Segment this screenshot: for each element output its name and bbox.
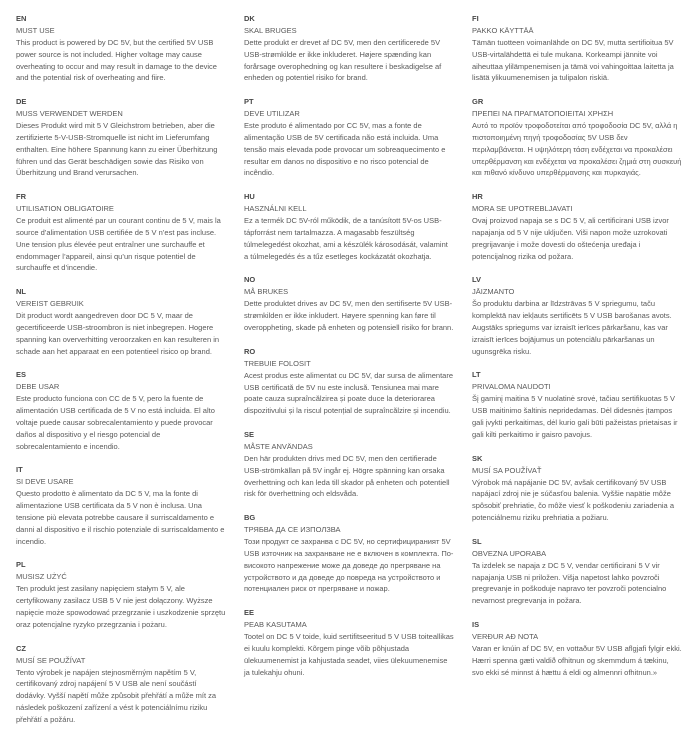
- section-body: Ce produit est alimenté par un courant continu de 5 V, mais la source d’alimentation USB certifiée de 5 V n’est pas incluse. Une tension plus élevée peut entraîner une surchauffe et endommager l’appareil, ainsi qu’un risque potentiel de surchauffe et d’incendie.: [16, 216, 221, 273]
- language-code: IS: [472, 619, 480, 629]
- section-title: DEVE UTILIZAR: [244, 109, 300, 119]
- lang-section-es: [16, 369, 226, 452]
- lang-section-pt: [244, 96, 454, 179]
- section-body: Este produto é alimentado por CC 5V, mas a fonte de alimentação USB de 5V certificada não está incluida. Uma tensão mais elevada pode provocar um sobreaquecimento e resultar em danos no dispositivo e no risco potencial de incêndio.: [244, 121, 446, 178]
- lang-section-nl: [16, 286, 226, 357]
- section-title: MUSS VERWENDET WERDEN: [16, 109, 123, 119]
- lang-section-is: [472, 619, 682, 678]
- lang-section-dk: [244, 13, 454, 84]
- section-body: Ez a termék DC 5V-ról működik, de a tanúsított 5V-os USB-tápforrást nem tartalmazza. A magasabb feszültség túlmelegedést okozhat, ami a készülék károsodását, valamint a túlmelegedés és a tűz esetleges kockázatát okozhatja.: [244, 216, 448, 261]
- section-title: ТРЯБВА ДА СЕ ИЗПОЛЗВА: [244, 525, 341, 535]
- language-code: FI: [472, 14, 479, 23]
- section-title: MÅ BRUKES: [244, 287, 289, 297]
- section-body: Ovaj proizvod napaja se s DC 5 V, ali certificirani USB izvor napajanja od 5 V nije uključen. Viši napon može uzrokovati pregrijavanje i može dovesti do oštećenja uređaja i potencijalnog rizika od požara.: [472, 216, 669, 261]
- language-code: LV: [472, 275, 482, 285]
- section-title: PAKKO KÄYTTÄÄ: [472, 26, 534, 35]
- section-body: Tämän tuotteen voimanlähde on DC 5V, mutta sertifioitua 5V USB-virtalähdettä ei tule mukana. Korkeampi jännite voi aiheuttaa ylilämpenemisen ja tämä voi vahingoittaa laitetta ja lisätä ylikuumenemisen ja tulipalon riskiä.: [472, 38, 674, 83]
- lang-section-gr: [472, 96, 682, 179]
- language-code: EE: [244, 608, 255, 618]
- section-title: UTILISATION OBLIGATOIRE: [16, 204, 114, 214]
- lang-section-lv: [472, 274, 682, 357]
- language-code: ES: [16, 370, 27, 380]
- section-title: VEREIST GEBRUIK: [16, 299, 84, 309]
- lang-section-fi: [472, 13, 682, 84]
- section-title: JĀIZMANTO: [472, 287, 515, 297]
- language-code: SE: [244, 429, 255, 439]
- lang-section-se: [244, 429, 454, 500]
- language-code: RO: [244, 346, 256, 356]
- language-code: IT: [16, 465, 23, 475]
- section-body: Tento výrobek je napájen stejnosměrným napětím 5 V, certifikovaný zdroj napájení 5 V USB ale není součástí dodávky. Vyšší napětí může způsobit přehřátí a může mít za následek poškození zařízení a vést k potenciálnímu riziku přehřátí a požáru.: [16, 667, 217, 724]
- section-body: Este producto funciona con CC de 5 V, pero la fuente de alimentación USB certificada de 5 V no está incluida. El alto voltaje puede causar sobrecalentamiento y puede provocar daños al dispositivo y el riesgo potencial de sobrecalentamiento e incendio.: [16, 394, 215, 451]
- section-body: Varan er knúin af DC 5V, en vottaður 5V USB aflgjafi fylgir ekki. Hærri spenna gæti valdið ofhitnun og skemmdum á tækinu, svo ekki sé minnst á hættu á eldi og almennri ofhitnun.»: [472, 643, 682, 677]
- lang-section-ee: [244, 607, 454, 678]
- language-code: SK: [472, 453, 483, 463]
- lang-section-ro: [244, 346, 454, 417]
- section-body: Výrobok má napájanie DC 5V, avšak certifikovaný 5V USB napájací zdroj nie je súčasťou balenia. Vyššie napätie môže spôsobiť prehriatie, čo môže viesť k poškodeniu zariadenia a potenciálnemu riziku prehriatia a požiaru.: [472, 477, 674, 522]
- lang-section-sk: [472, 453, 682, 524]
- lang-section-hu: [244, 191, 454, 262]
- lang-section-cz: [16, 643, 226, 726]
- section-title: MÅSTE ANVÄNDAS: [244, 441, 313, 451]
- section-title: ΠΡΕΠΕΙ ΝΑ ΠΡΑΓΜΑΤΟΠΟΙΕΙΤΑΙ ΧΡΗΣΗ: [472, 109, 614, 119]
- section-title: OBVEZNA UPORABA: [472, 548, 547, 558]
- lang-section-no: [244, 274, 454, 333]
- language-code: NL: [16, 287, 26, 297]
- section-title: MUSÍ SE POUŽÍVAT: [16, 655, 86, 665]
- language-code: PL: [16, 560, 26, 570]
- section-body: Ten produkt jest zasilany napięciem stałym 5 V, ale certyfikowany zasilacz USB 5 V nie jest dołączony. Wyższe napięcie może spowodować przegrzanie i uszkodzenie sprzętu oraz potencjalne ryzyko przegrzania i pożaru.: [16, 584, 226, 629]
- section-title: MUST USE: [16, 26, 55, 35]
- section-body: Този продукт се захранва с DC 5V, но сертифицираният 5V USB източник на захранване не е включен в комплекта. По-високото напрежение може да доведе до прегряване на устройството и да доведе до повреда на устройството и потенциален риск от прегряване и пожар.: [244, 537, 454, 594]
- column-2: [244, 13, 454, 737]
- language-code: NO: [244, 275, 256, 285]
- section-body: Den här produkten drivs med DC 5V, men den certifierade USB-strömkällan på 5V ingår ej. Högre spänning kan orsaka överhettning och kan leda till skador på enheten och potentiell risk för överhettning och eldsvåda.: [244, 453, 450, 499]
- section-body: Dette produkt er drevet af DC 5V, men den certificerede 5V USB-strømkilde er ikke inkluderet. Højere spænding kan forårsage overophedning og kan resultere i beskadigelse af enheden og potentiel risiko for brand.: [244, 38, 442, 83]
- language-code: HU: [244, 192, 255, 202]
- section-body: Questo prodotto è alimentato da DC 5 V, ma la fonte di alimentazione USB certificata da 5 V non è inclusa. Una tensione più elevata potrebbe causare il surriscaldamento e danni al dispositivo e il rischio potenziale di surriscaldamento e incendio.: [16, 489, 225, 546]
- section-title: DEBE USAR: [16, 382, 60, 392]
- section-body: Dette produktet drives av DC 5V, men den sertifiserte 5V USB-strømkilden er ikke inkludert. Høyere spenning kan føre til overoppheting, skade på enheten og potensiell risiko for brann.: [244, 299, 454, 332]
- section-title: HASZNÁLNI KELL: [244, 204, 307, 214]
- lang-section-sl: [472, 536, 682, 607]
- section-title: MORA SE UPOTREBLJAVATI: [472, 204, 573, 214]
- language-code: DE: [16, 97, 27, 107]
- language-code: GR: [472, 97, 484, 107]
- language-code: CZ: [16, 643, 26, 653]
- lang-section-pl: [16, 559, 226, 630]
- language-code: SL: [472, 536, 482, 546]
- language-code: HR: [472, 192, 483, 202]
- section-title: SKAL BRUGES: [244, 26, 297, 35]
- column-1: [16, 13, 226, 737]
- section-body: Dieses Produkt wird mit 5 V Gleichstrom betrieben, aber die zertifizierte 5-V-USB-Stromquelle ist nicht im Lieferumfang enthalten. Eine höhere Spannung kann zu einer Überhitzung führen und das Gerät beschädigen sowie das Risiko von Überhitzung und Brand verursachen.: [16, 121, 218, 178]
- language-code: PT: [244, 97, 254, 107]
- lang-section-it: [16, 464, 226, 547]
- language-code: EN: [16, 14, 27, 23]
- section-body: Šį gaminį maitina 5 V nuolatinė srovė, tačiau sertifikuotas 5 V USB maitinimo šaltinis nepridedamas. Dėl didesnės įtampos gali įvykti perkaitimas, dėl kurio gali būti pažeistas prietaisas ir gali kilti perkaitimo ir gaisro pavojus.: [472, 394, 678, 439]
- lang-section-fr: [16, 191, 226, 274]
- section-body: Šo produktu darbina ar līdzstrāvas 5 V spriegumu, taču komplektā nav iekļauts sertificēts 5 V USB barošanas avots. Augstāks spriegums var izraisīt ierīces pārkaršanu, kas var izraisīt ierīces bojājumus un potenciālu pārkaršanas un ugunsgrēka risku.: [472, 299, 672, 356]
- section-body: Acest produs este alimentat cu DC 5V, dar sursa de alimentare USB certificată de 5V nu este inclusă. Tensiunea mai mare poate cauza supraîncălzirea și poate duce la deteriorarea dispozitivului și la riscul potențial de supraîncălzire și incendiu.: [244, 370, 453, 416]
- lang-section-lt: [472, 369, 682, 440]
- lang-section-de: [16, 96, 226, 179]
- section-body: Ta izdelek se napaja z DC 5 V, vendar certificirani 5 V vir napajanja USB ni priložen. Višja napetost lahko povzroči pregrevanje in poškoduje napravo ter povzroči potencialno nevarnost pregrevanja in požara.: [472, 560, 667, 606]
- section-title: PRIVALOMA NAUDOTI: [472, 382, 551, 392]
- section-body: Tootel on DC 5 V toide, kuid sertifitseeritud 5 V USB toiteallikas ei kuulu komplekti. Kõrgem pinge võib põhjustada ülekuumenemist ja kahjustada seadet, viies ülekuumenemise ja tulekahju ohuni.: [244, 632, 454, 677]
- section-title: PEAB KASUTAMA: [244, 620, 307, 630]
- lang-section-hr: [472, 191, 682, 262]
- language-code: FR: [16, 192, 26, 202]
- language-code: LT: [472, 370, 481, 380]
- section-body: This product is powered by DC 5V, but the certified 5V USB power source is not included. Higher voltage may cause overheating to occur and may result in damage to the device and the potential risk of overheating and fiire.: [16, 38, 217, 83]
- section-title: MUSISZ UŻYĆ: [16, 572, 67, 582]
- lang-section-bg: [244, 512, 454, 595]
- language-code: BG: [244, 513, 256, 523]
- section-title: VERÐUR AÐ NOTA: [472, 631, 539, 641]
- column-3: [472, 13, 682, 737]
- section-body: Αυτό το προϊόν τροφοδοτείται από τροφοδοσία DC 5V, αλλά η πιστοποιημένη πηγή τροφοδοσίας 5V USB δεν περιλαμβάνεται. Η υψηλότερη τάση ενδέχεται να προκαλέσει υπερθέρμανση και ενδέχεται να προκαλέσει ζημιά στη συσκευή και πιθανό κίνδυνο υπερθέρμανσης και πυρκαγιάς.: [472, 121, 682, 178]
- lang-section-en: [16, 13, 226, 84]
- language-code: DK: [244, 14, 255, 23]
- section-title: SI DEVE USARE: [16, 477, 74, 487]
- section-title: TREBUIE FOLOSIT: [244, 358, 311, 368]
- section-title: MUSÍ SA POUŽÍVAŤ: [472, 465, 542, 475]
- section-body: Dit product wordt aangedreven door DC 5 V, maar de gecertificeerde USB-stroombron is niet inbegrepen. Hogere spanning kan oververhitting veroorzaken en kan resulteren in schade aan het apparaat en een potentieel risico op brand.: [16, 311, 220, 356]
